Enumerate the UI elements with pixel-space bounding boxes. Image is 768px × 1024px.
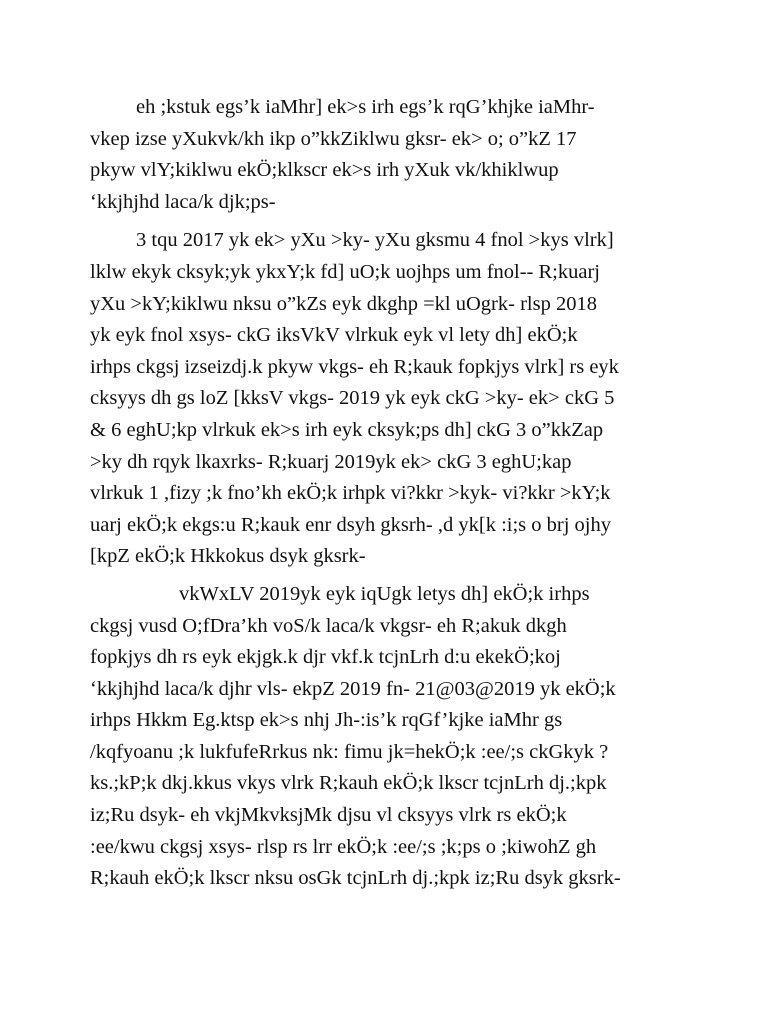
text-line: iz;Ru dsyk- eh vkjMkvksjMk djsu vl cksyys vlrk rs ekÖ;k: [90, 804, 567, 827]
text-line: pkyw vlY;kiklwu ekÖ;klkscr ek>s irh yXuk vk/khiklwup: [90, 159, 559, 182]
text-line: vlrkuk 1 ,fizy ;k fno’kh ekÖ;k irhpk vi?kkr >kyk- vi?kkr >kY;k: [90, 482, 611, 505]
text-line: vkWxLV 2019yk eyk iqUgk letys dh] ekÖ;k irhps: [179, 582, 590, 605]
text-line: irhps Hkkm Eg.ktsp ek>s nhj Jh-:is’k rqGf’kjke iaMhr gs: [90, 709, 563, 732]
paragraph-2: [90, 225, 690, 573]
text-line: fopkjys dh rs eyk ekjgk.k djr vkf.k tcjnLrh d:u ekekÖ;koj: [90, 646, 561, 669]
text-line: cksyys dh gs loZ [kksV vkgs- 2019 yk eyk ckG >ky- ek> ckG 5: [90, 387, 615, 410]
text-line: 3 tqu 2017 yk ek> yXu >ky- yXu gksmu 4 fnol >kys vlrk]: [136, 229, 614, 252]
text-line: vkep izse yXukvk/kh ikp o”kkZiklwu gksr- ek> o; o”kZ 17: [90, 127, 577, 150]
text-line: & 6 eghU;kp vlrkuk ek>s irh eyk cksyk;ps dh] ckG 3 o”kkZap: [90, 418, 604, 441]
text-line: yk eyk fnol xsys- ckG iksVkV vlrkuk eyk vl lety dh] ekÖ;k: [90, 324, 578, 347]
text-line: ‘kkjhjhd laca/k djk;ps-: [90, 190, 276, 213]
text-line: >ky dh rqyk lkaxrks- R;kuarj 2019yk ek> ckG 3 eghU;kap: [90, 450, 572, 473]
text-line: irhps ckgsj izseizdj.k pkyw vkgs- eh R;kauk fopkjys vlrk] rs eyk: [90, 355, 619, 378]
text-line: [kpZ ekÖ;k Hkkokus dsyk gksrk-: [90, 545, 366, 568]
text-line: :ee/kwu ckgsj xsys- rlsp rs lrr ekÖ;k :ee/;s ;k;ps o ;kiwohZ gh: [90, 835, 597, 858]
paragraph-spacer: [90, 218, 690, 225]
paragraph-1: [90, 92, 690, 218]
text-line: uarj ekÖ;k ekgs:u R;kauk enr dsyh gksrh- ,d yk[k :i;s o brj ojhy: [90, 513, 611, 536]
text-line: lklw ekyk cksyk;yk ykxY;k fd] uO;k uojhps um fnol-- R;kuarj: [90, 260, 600, 283]
text-line: /kqfyoanu ;k lukfufeRrkus nk: fimu jk=hekÖ;k :ee/;s ckGkyk ?: [90, 740, 609, 763]
text-line: R;kauh ekÖ;k lkscr nksu osGk tcjnLrh dj.;kpk iz;Ru dsyk gksrk-: [90, 867, 621, 890]
text-line: yXu >kY;kiklwu nksu o”kZs eyk dkghp =kl uOgrk- rlsp 2018: [90, 292, 597, 315]
text-line: ‘kkjhjhd laca/k djhr vls- ekpZ 2019 fn- 21@03@2019 yk ekÖ;k: [90, 677, 616, 700]
paragraph-3: [90, 579, 690, 895]
document-body: [90, 92, 690, 895]
text-line: ks.;kP;k dkj.kkus vkys vlrk R;kauh ekÖ;k lkscr tcjnLrh dj.;kpk: [90, 772, 607, 795]
text-line: eh ;kstuk egs’k iaMhr] ek>s irh egs’k rqG’khjke iaMhr-: [136, 96, 595, 118]
text-line: ckgsj vusd O;fDra’kh voS/k laca/k vkgsr- eh R;akuk dkgh: [90, 614, 567, 637]
